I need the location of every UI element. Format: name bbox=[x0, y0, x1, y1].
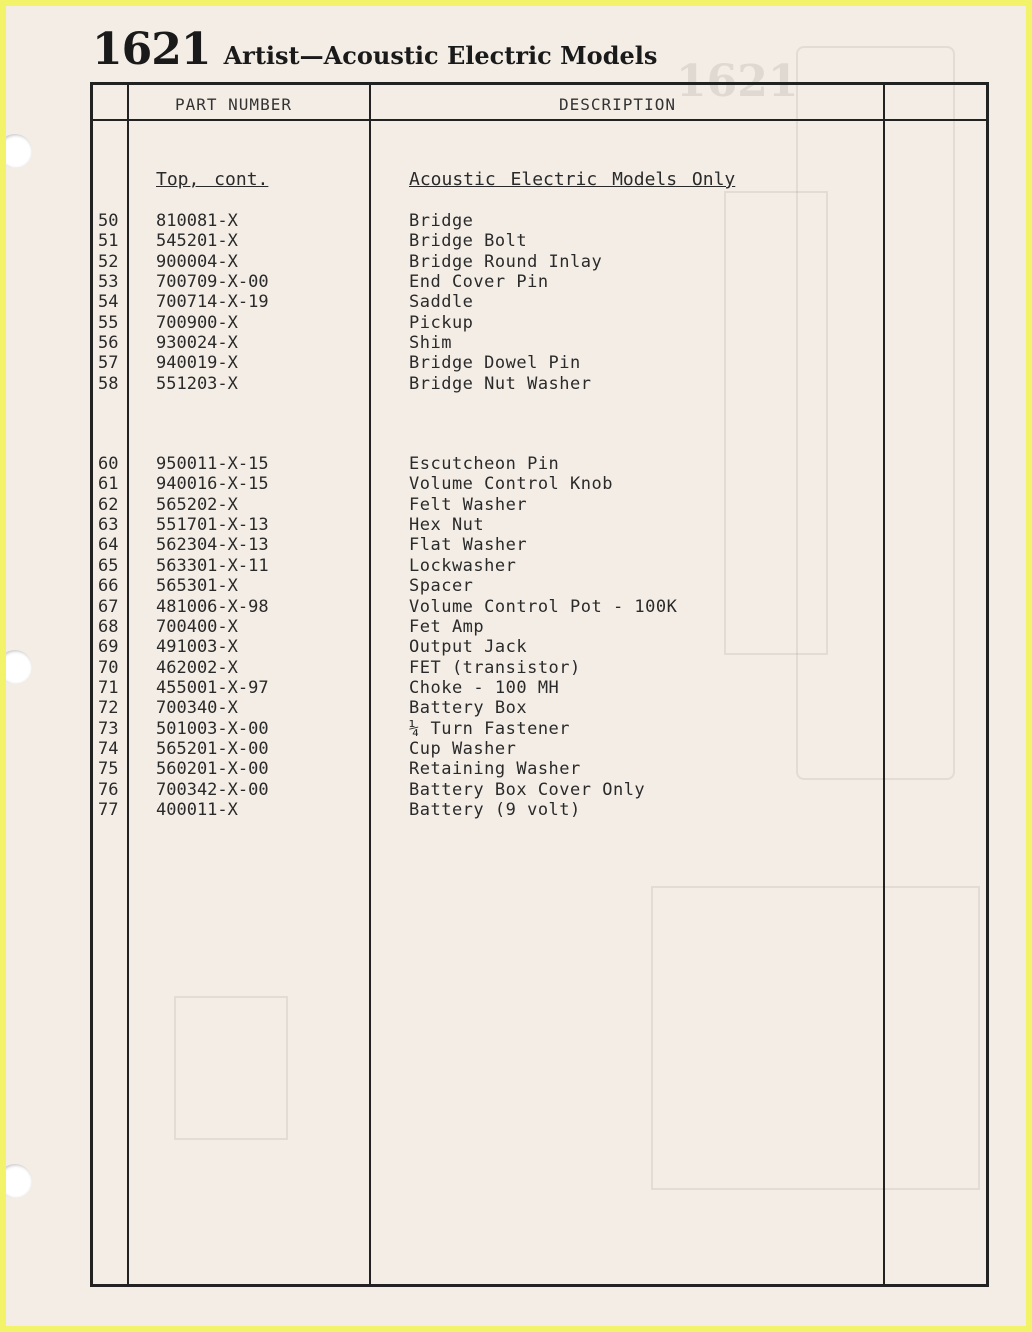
part-number: 551701-X-13 bbox=[156, 515, 269, 536]
part-description: Cup Washer bbox=[409, 738, 517, 759]
part-description: FET (transistor) bbox=[409, 657, 581, 678]
item-number: 63 bbox=[98, 515, 119, 536]
item-number: 52 bbox=[98, 251, 119, 272]
part-description: Bridge Dowel Pin bbox=[409, 353, 581, 374]
part-number: 940016-X-15 bbox=[156, 474, 269, 495]
part-number: 491003-X bbox=[156, 637, 238, 658]
part-number: 950011-X-15 bbox=[156, 454, 269, 475]
item-number: 64 bbox=[98, 535, 119, 556]
part-description: Bridge Nut Washer bbox=[409, 373, 592, 394]
item-number: 75 bbox=[98, 759, 119, 780]
part-description: Battery (9 volt) bbox=[409, 799, 581, 820]
item-number: 68 bbox=[98, 616, 119, 637]
part-number: 930024-X bbox=[156, 333, 238, 354]
part-description: Lockwasher bbox=[409, 555, 517, 576]
part-number: 462002-X bbox=[156, 657, 238, 678]
item-number: 69 bbox=[98, 637, 119, 658]
part-description: Battery Box bbox=[409, 698, 528, 719]
part-number: 545201-X bbox=[156, 231, 238, 252]
item-number: 56 bbox=[98, 333, 119, 354]
part-number: 565301-X bbox=[156, 576, 238, 597]
item-number: 51 bbox=[98, 231, 119, 252]
part-number: 565202-X bbox=[156, 494, 238, 515]
item-number: 70 bbox=[98, 657, 119, 678]
page-header bbox=[92, 24, 657, 75]
item-number: 73 bbox=[98, 718, 119, 739]
part-description: ¼ Turn Fastener bbox=[409, 718, 571, 739]
part-description: Bridge Bolt bbox=[409, 231, 528, 252]
section-heading-right: Acoustic Electric Models Only bbox=[409, 169, 736, 190]
part-number: 940019-X bbox=[156, 353, 238, 374]
section-heading-left: Top, cont. bbox=[156, 169, 269, 190]
part-number: 565201-X-00 bbox=[156, 738, 269, 759]
part-description: Volume Control Pot - 100K bbox=[409, 596, 678, 617]
part-description: Flat Washer bbox=[409, 535, 528, 556]
item-number: 57 bbox=[98, 353, 119, 374]
part-number: 700342-X-00 bbox=[156, 779, 269, 800]
part-description: Bridge Round Inlay bbox=[409, 251, 603, 272]
part-number: 700709-X-00 bbox=[156, 272, 269, 293]
part-description: Felt Washer bbox=[409, 494, 528, 515]
part-number: 551203-X bbox=[156, 373, 238, 394]
item-number: 72 bbox=[98, 698, 119, 719]
part-description: Output Jack bbox=[409, 637, 528, 658]
item-number: 53 bbox=[98, 272, 119, 293]
part-description: Saddle bbox=[409, 292, 474, 313]
item-number: 77 bbox=[98, 799, 119, 820]
catalog-number: 1621 bbox=[92, 24, 211, 75]
item-number: 61 bbox=[98, 474, 119, 495]
item-number: 60 bbox=[98, 454, 119, 475]
item-number: 67 bbox=[98, 596, 119, 617]
page-title: Artist—Acoustic Electric Models bbox=[223, 41, 658, 70]
part-description: Fet Amp bbox=[409, 616, 485, 637]
item-number: 55 bbox=[98, 312, 119, 333]
item-number: 76 bbox=[98, 779, 119, 800]
part-description: Hex Nut bbox=[409, 515, 485, 536]
part-number: 400011-X bbox=[156, 799, 238, 820]
part-number: 700400-X bbox=[156, 616, 238, 637]
part-number: 455001-X-97 bbox=[156, 677, 269, 698]
part-description: Spacer bbox=[409, 576, 474, 597]
part-description: Pickup bbox=[409, 312, 474, 333]
binder-hole-middle bbox=[6, 650, 32, 684]
part-description: Escutcheon Pin bbox=[409, 454, 560, 475]
part-number: 700340-X bbox=[156, 698, 238, 719]
item-number: 50 bbox=[98, 211, 119, 231]
binder-hole-bottom bbox=[6, 1164, 32, 1198]
part-number: 563301-X-11 bbox=[156, 555, 269, 576]
item-number: 54 bbox=[98, 292, 119, 313]
catalog-page bbox=[6, 6, 1026, 1326]
part-number: 562304-X-13 bbox=[156, 535, 269, 556]
part-description: Choke - 100 MH bbox=[409, 677, 560, 698]
item-number: 66 bbox=[98, 576, 119, 597]
part-description: Volume Control Knob bbox=[409, 474, 613, 495]
part-description: Bridge bbox=[409, 211, 474, 231]
item-number: 58 bbox=[98, 373, 119, 394]
part-description: Battery Box Cover Only bbox=[409, 779, 646, 800]
part-number: 810081-X bbox=[156, 211, 238, 231]
item-number: 74 bbox=[98, 738, 119, 759]
part-number: 481006-X-98 bbox=[156, 596, 269, 617]
item-number: 62 bbox=[98, 494, 119, 515]
part-description: Shim bbox=[409, 333, 452, 354]
part-number: 900004-X bbox=[156, 251, 238, 272]
part-number: 560201-X-00 bbox=[156, 759, 269, 780]
item-number: 71 bbox=[98, 677, 119, 698]
part-description: Retaining Washer bbox=[409, 759, 581, 780]
column-header-description: DESCRIPTION bbox=[559, 95, 676, 114]
part-number: 700714-X-19 bbox=[156, 292, 269, 313]
part-number: 501003-X-00 bbox=[156, 718, 269, 739]
ghost-number: 1621 bbox=[676, 56, 799, 107]
item-number: 65 bbox=[98, 555, 119, 576]
binder-hole-top bbox=[6, 134, 32, 168]
column-header-part-number: PART NUMBER bbox=[175, 95, 292, 114]
part-description: End Cover Pin bbox=[409, 272, 549, 293]
part-number: 700900-X bbox=[156, 312, 238, 333]
